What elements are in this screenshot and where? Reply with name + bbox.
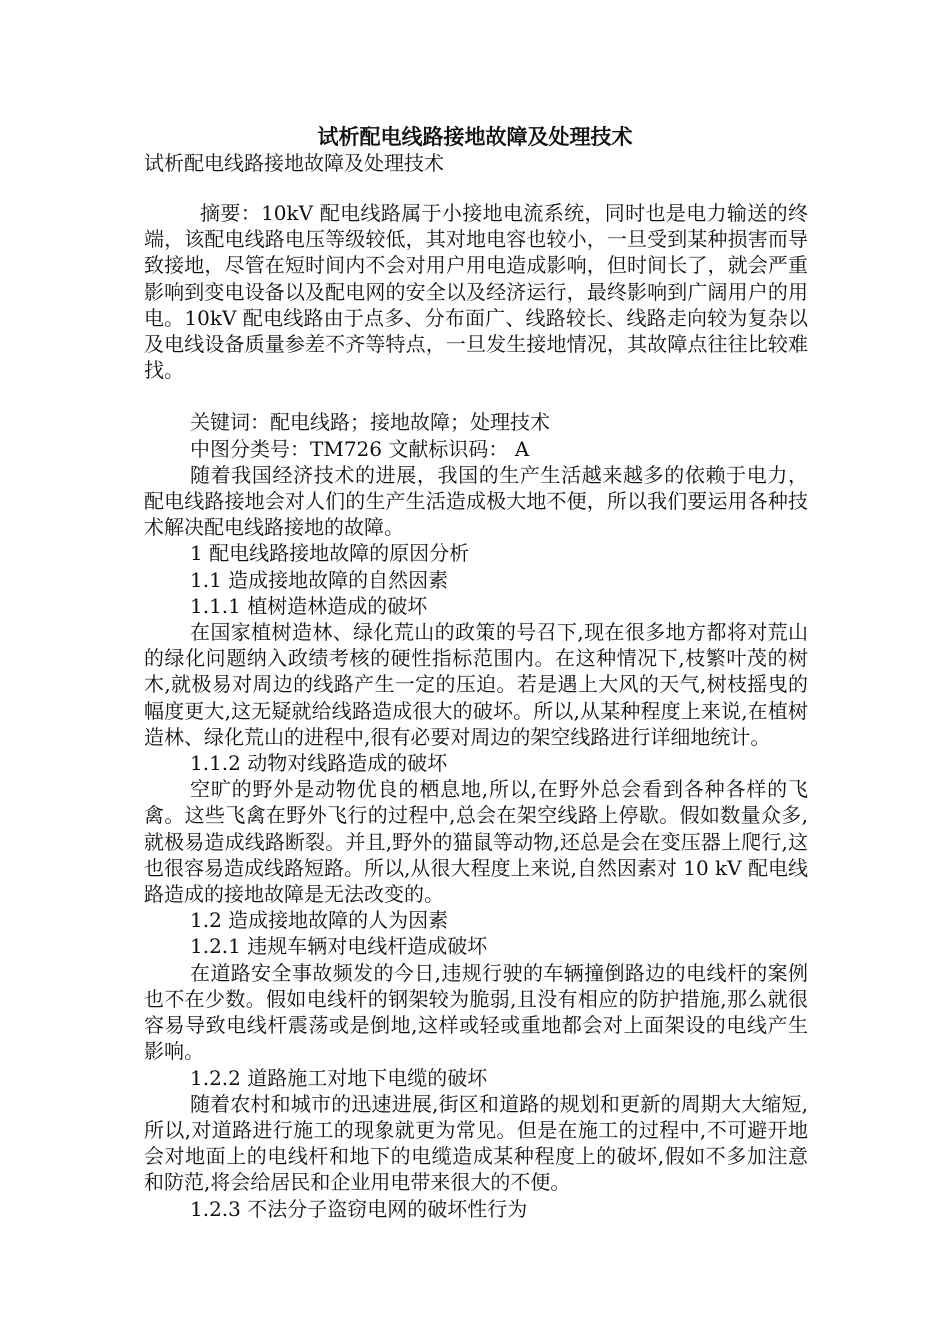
- document-title: 试析配电线路接地故障及处理技术: [317, 124, 633, 149]
- document-body: [144, 200, 808, 1222]
- paragraph-1-1-1: 在国家植树造林、绿化荒山的政策的号召下,现在很多地方都将对荒山的绿化问题纳入政绩考核的硬性指标范围内。在这种情况下,枝繁叶茂的树木,就极易对周边的线路产生一定的压迫。若是遇上大风的天气,树枝摇曳的幅度更大,这无疑就给线路造成很大的破坏。所以,从某种程度上来说,在植树造林、绿化荒山的进程中,很有必要对周边的架空线路进行详细地统计。: [144, 620, 808, 749]
- paragraph-1-2-1: 在道路安全事故频发的今日,违规行驶的车辆撞倒路边的电线杆的案例也不在少数。假如电线杆的钢架较为脆弱,且没有相应的防护措施,那么就很容易导致电线杆震荡或是倒地,这样或轻或重地都会对上面架设的电线产生影响。: [144, 960, 808, 1064]
- section-heading-1-2-2: 1.2.2 道路施工对地下电缆的破坏: [190, 1065, 488, 1090]
- abstract-paragraph: 摘要：10kV 配电线路属于小接地电流系统，同时也是电力输送的终端，该配电线路电压等级较低，其对地电容也较小，一旦受到某种损害而导致接地，尽管在短时间内不会对用户用电造成影响，但时间长了，就会严重影响到变电设备以及配电网的安全以及经济运行，最终影响到广阔用户的用电。10kV 配电线路由于点多、分布面广、线路较长、线路走向较为复杂以及电线设备质量参差不齐等特点，一旦发生接地情况，其故障点往往比较难找。: [144, 201, 808, 383]
- keywords-line: 关键词：配电线路；接地故障；处理技术: [190, 410, 550, 435]
- paragraph-spacer: [144, 383, 808, 409]
- paragraph-1-1-2: 空旷的野外是动物优良的栖息地,所以,在野外总会看到各种各样的飞禽。这些飞禽在野外飞行的过程中,总会在架空线路上停歇。假如数量众多,就极易造成线路断裂。并且,野外的猫鼠等动物,还总是会在变压器上爬行,这也很容易造成线路短路。所以,从很大程度上来说,自然因素对 10 kV 配电线路造成的接地故障是无法改变的。: [144, 777, 808, 907]
- section-heading-1-2-3: 1.2.3 不法分子盗窃电网的破坏性行为: [190, 1196, 528, 1221]
- section-heading-1-1: 1.1 造成接地故障的自然因素: [190, 567, 449, 592]
- paragraph-1-2-2: 随着农村和城市的迅速进展,街区和道路的规划和更新的周期大大缩短,所以,对道路进行施工的现象就更为常见。但是在施工的过程中,不可避开地会对地面上的电线杆和地下的电缆造成某种程度上的破坏,假如不多加注意和防范,将会给居民和企业用电带来很大的不便。: [144, 1091, 808, 1195]
- section-heading-1-2-1: 1.2.1 违规车辆对电线杆造成破坏: [190, 934, 488, 959]
- section-heading-1: 1 配电线路接地故障的原因分析: [190, 541, 470, 566]
- section-heading-1-2: 1.2 造成接地故障的人为因素: [190, 908, 449, 933]
- classification-line: 中图分类号：TM726 文献标识码： A: [190, 436, 530, 461]
- document-subtitle: 试析配电线路接地故障及处理技术: [144, 151, 444, 175]
- intro-paragraph: 随着我国经济技术的进展，我国的生产生活越来越多的依赖于电力，配电线路接地会对人们的生产生活造成极大地不便，所以我们要运用各种技术解决配电线路接地的故障。: [144, 462, 808, 540]
- section-heading-1-1-2: 1.1.2 动物对线路造成的破坏: [190, 751, 448, 776]
- section-heading-1-1-1: 1.1.1 植树造林造成的破坏: [190, 593, 428, 618]
